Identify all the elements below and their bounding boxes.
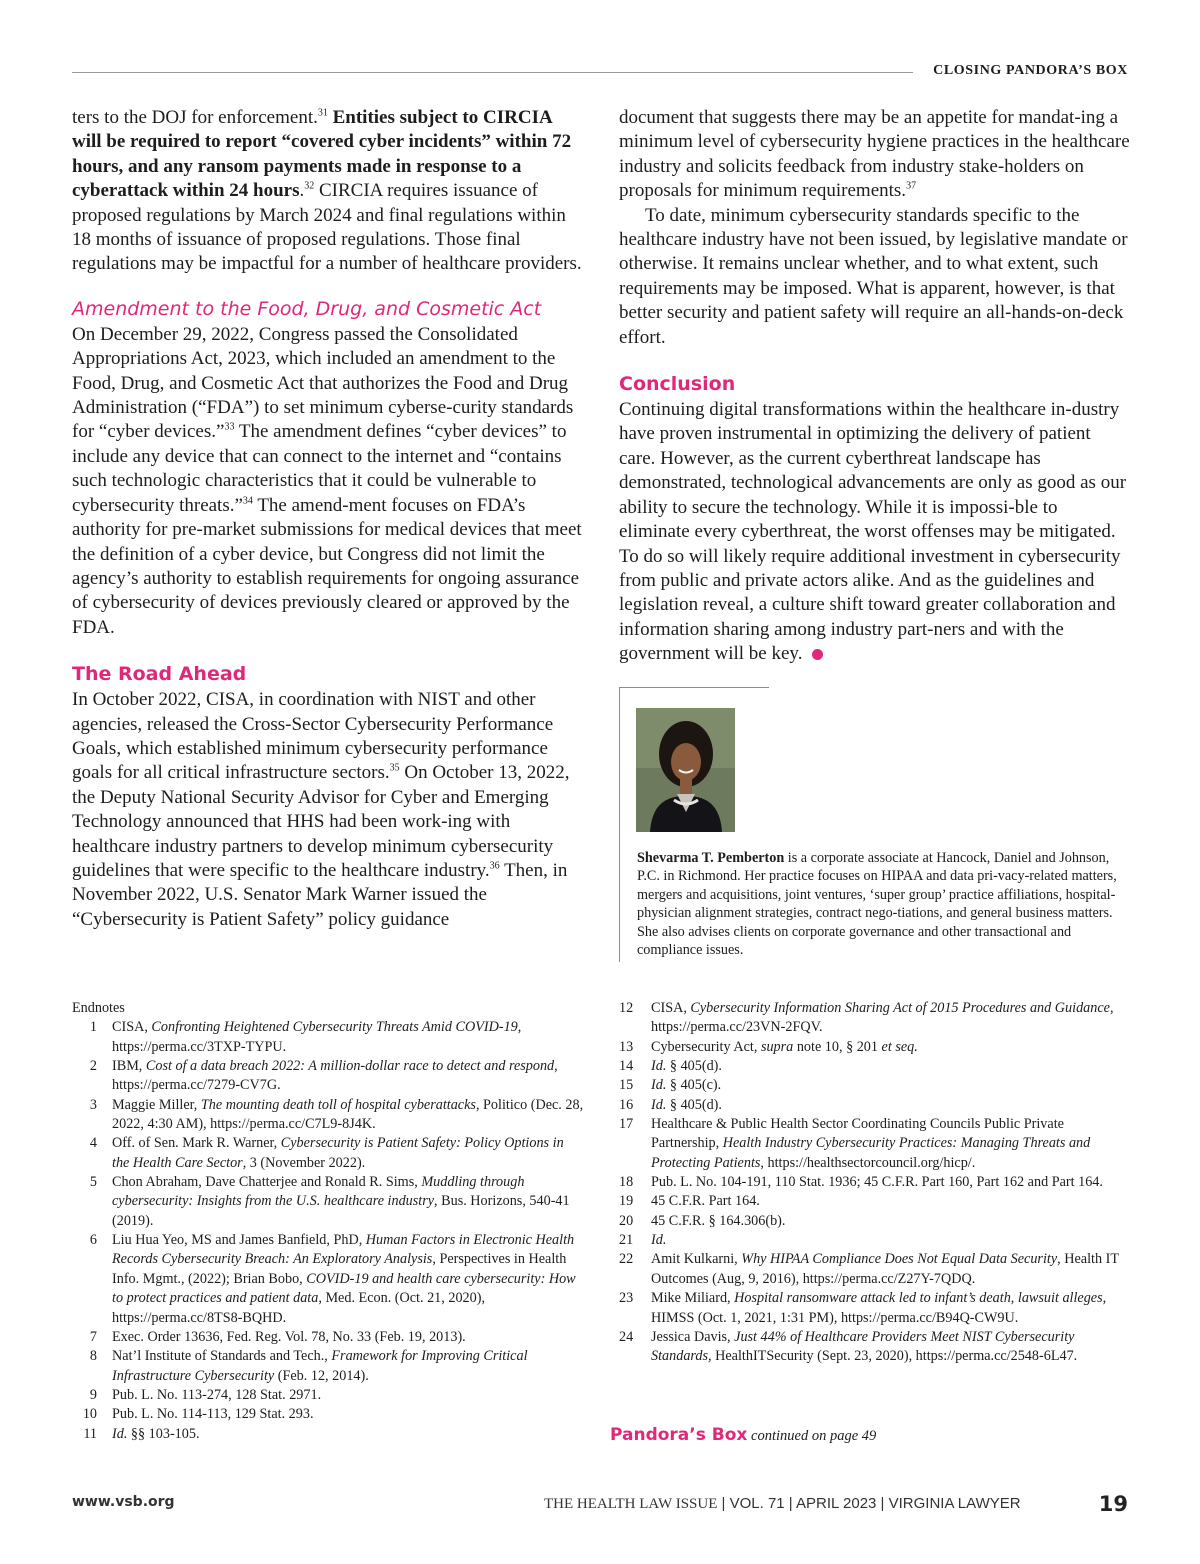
continued-notice[interactable] xyxy=(610,1425,876,1445)
endnote-text: Amit Kulkarni, xyxy=(651,1251,742,1268)
endnote-text: note 10, § 201 xyxy=(793,1038,882,1055)
endnote-number: 12 xyxy=(619,1000,634,1016)
endnote-text: , https://healthsectorcouncil.org/hicp/. xyxy=(760,1154,976,1171)
endnote-number: 9 xyxy=(89,1386,97,1403)
endnote-number: 6 xyxy=(89,1232,97,1249)
endnote-text: , 3 (November 2022). xyxy=(242,1154,366,1171)
end-mark-icon xyxy=(812,649,823,660)
endnote-item xyxy=(619,1212,1131,1231)
endnote-item xyxy=(619,1038,1131,1057)
endnote-number: 3 xyxy=(89,1096,97,1113)
endnote-text: § 405(c). xyxy=(666,1077,722,1094)
endnote-item xyxy=(619,1289,1131,1328)
bio-box-rule xyxy=(620,687,769,688)
endnote-text: 45 C.F.R. § 164.306(b). xyxy=(651,1212,786,1229)
endnotes-list-right xyxy=(619,999,1131,1367)
endnote-text: , Health IT Outcomes (Aug, 9, 2016), https://perma.cc/Z27Y-7QDQ. xyxy=(651,1251,1119,1287)
endnote-title: Cost of a data breach 2022: A million-dollar race to detect and respond xyxy=(145,1058,555,1075)
endnote-title: Id. xyxy=(651,1077,667,1094)
right-column xyxy=(619,106,1131,667)
endnote-item xyxy=(72,1096,584,1135)
endnote-number: 2 xyxy=(89,1058,97,1075)
endnote-number: 7 xyxy=(89,1328,97,1345)
author-bio-box xyxy=(619,687,1125,962)
endnote-item xyxy=(619,1115,1131,1173)
heading-conclusion: Conclusion xyxy=(619,373,736,396)
endnote-text: Liu Hua Yeo, MS and James Banfield, PhD, xyxy=(112,1232,366,1249)
endnote-title: Cybersecurity is Patient Safety: Policy Options in the Health Care Sector xyxy=(112,1135,564,1171)
endnote-text: , https://perma.cc/3TXP-TYPU. xyxy=(112,1019,522,1055)
endnote-text: Off. of Sen. Mark R. Warner, xyxy=(112,1135,281,1152)
endnote-text: Healthcare & Public Health Sector Coordinating Councils Public Private Partnership, xyxy=(651,1116,1064,1152)
endnote-title: Human Factors in Electronic Health Records Cybersecurity Breach: An Exploratory Analysis xyxy=(112,1232,575,1268)
endnote-text: , Politico (Dec. 28, 2022, 4:30 AM), https://perma.cc/C7L9-8J4K. xyxy=(112,1096,584,1133)
heading-road-ahead: The Road Ahead xyxy=(72,663,247,686)
endnote-title: et seq. xyxy=(881,1038,918,1055)
endnote-item xyxy=(619,999,1131,1038)
endnotes-list-left xyxy=(72,1018,584,1444)
endnote-title: Confronting Heightened Cybersecurity Threats Amid COVID-19 xyxy=(151,1019,518,1036)
endnote-text: , HIMSS (Oct. 1, 2021, 1:31 PM), https://perma.cc/B94Q-CW9U. xyxy=(651,1290,1107,1326)
endnote-text: , Perspectives in Health Info. Mgmt., (2022); Brian Bobo, xyxy=(112,1251,567,1287)
endnote-text: HealthITSecurity (Sept. 23, 2020), https://perma.cc/2548-6L47. xyxy=(711,1348,1078,1365)
endnote-number: 11 xyxy=(83,1425,97,1442)
endnote-title: Health Industry Cybersecurity Practices: Managing Threats and Protecting Patients xyxy=(651,1135,1091,1171)
author-name: Shevarma T. Pemberton xyxy=(637,850,785,866)
endnote-text: Mike Miliard, xyxy=(651,1290,735,1307)
endnote-number: 1 xyxy=(89,1019,97,1036)
endnote-title: Muddling through cybersecurity: Insights from the U.S. healthcare industry xyxy=(112,1174,525,1210)
endnote-number: 4 xyxy=(89,1135,97,1152)
endnote-number: 24 xyxy=(619,1328,634,1345)
footnote-ref[interactable]: 35 xyxy=(389,763,400,775)
continued-brand: Pandora’s Box xyxy=(610,1425,748,1445)
endnote-number: 17 xyxy=(619,1116,634,1133)
paragraph-guidance: document that suggests there may be an appetite for mandat-ing a minimum level of cybersecurity hygiene practices in the healthcare industry and solicits feedback from industry stake-holders on proposals for minimum requirements.$^{37}$ xyxy=(619,107,1130,202)
endnote-number: 18 xyxy=(619,1174,634,1191)
endnote-number: 8 xyxy=(89,1348,97,1365)
portrait-illustration xyxy=(636,708,735,832)
endnote-text: § 405(d). xyxy=(666,1096,722,1113)
endnote-title: Why HIPAA Compliance Does Not Equal Data Security xyxy=(741,1251,1058,1268)
endnote-item xyxy=(72,1328,584,1347)
paragraph-amendment: On December 29, 2022, Congress passed the Consolidated Appropriations Act, 2023, which included an amendment to the Food, Drug, and Cosmetic Act that authorizes the Food and Drug Administration (“FDA”) to set minimum cyberse-curity standards for “cyber devices.”$^{33}$ The amendment defines “cyber devices” to include any device that can connect to the internet and “contains such technologic characteristics that it could be vulnerable to cybersecurity threats.”$^{34}$ The amend-ment focuses on FDA’s authority for pre-market submissions for medical devices that meet the definition of a cyber device, but Congress did not limit the agency’s authority to establish requirements for ongoing assurance of cybersecurity of devices previously cleared or approved by the FDA. xyxy=(72,323,582,638)
endnote-title: Id. xyxy=(112,1425,128,1442)
endnote-text: § 405(d). xyxy=(666,1058,722,1075)
endnote-item xyxy=(619,1173,1131,1192)
endnote-item xyxy=(72,1425,584,1444)
endnote-text: , https://perma.cc/23VN-2FQV. xyxy=(651,1000,1114,1036)
endnote-number: 22 xyxy=(619,1251,634,1268)
endnote-text: Pub. L. No. 114-113, 129 Stat. 293. xyxy=(112,1406,314,1423)
endnote-number: 5 xyxy=(89,1174,97,1191)
page-number: 19 xyxy=(1098,1492,1128,1516)
endnote-title: COVID-19 and health care cybersecurity: How to protect practices and patient data xyxy=(112,1270,576,1307)
footnote-ref[interactable]: 33 xyxy=(224,422,235,434)
endnote-item xyxy=(72,1173,584,1231)
paragraph-to-date: To date, minimum cybersecurity standards specific to the healthcare industry have not been issued, by legislative mandate or otherwise. It remains unclear whether, and to what extent, such requirements may be imposed. What is apparent, however, is that better security and patient safety will require an all-hands-on-deck effort. xyxy=(619,204,1128,348)
endnote-title: Framework for Improving Critical Infrastructure Cybersecurity xyxy=(112,1348,528,1384)
endnote-text: §§ 103-105. xyxy=(127,1425,200,1442)
endnote-title: The mounting death toll of hospital cyberattacks xyxy=(200,1096,476,1113)
endnote-item xyxy=(619,1057,1131,1076)
endnote-number: 19 xyxy=(619,1193,634,1210)
endnote-number: 21 xyxy=(619,1232,634,1249)
endnote-text: Cybersecurity Act, xyxy=(651,1038,761,1055)
endnotes-heading: Endnotes xyxy=(72,1000,125,1016)
endnote-text: Exec. Order 13636, Fed. Reg. Vol. 78, No. 33 (Feb. 19, 2013). xyxy=(112,1328,466,1345)
endnote-title: Hospital ransomware attack led to infant’s death, lawsuit alleges xyxy=(734,1290,1103,1307)
endnote-text: Pub. L. No. 104-191, 110 Stat. 1936; 45 C.F.R. Part 160, Part 162 and Part 164. xyxy=(651,1174,1103,1191)
endnote-item xyxy=(72,1134,584,1173)
endnote-number: 14 xyxy=(619,1058,634,1075)
endnote-item xyxy=(619,1096,1131,1115)
footnote-ref[interactable]: 34 xyxy=(242,495,253,507)
left-column xyxy=(72,106,584,932)
endnote-item xyxy=(72,1347,584,1386)
paragraph-conclusion: Continuing digital transformations within the healthcare in-dustry have proven instrumental in optimizing the delivery of patient care. However, as the current cyberthreat landscape has demonstrated, technological advancements are only as good as our ability to secure the technology. While it is impossi-ble to eliminate every cyberthreat, the worst offenses may be mitigated. To do so will likely require additional investment in cybersecurity from public and private actors alike. And as the guidelines and legislation reveal, a culture shift toward greater collaboration and information sharing among industry part-ners and with the government will be key. xyxy=(619,399,1127,665)
footer-url[interactable]: www.vsb.org xyxy=(72,1494,175,1510)
heading-amendment: Amendment to the Food, Drug, and Cosmetic Act xyxy=(72,297,542,320)
running-head-title: CLOSING PANDORA’S BOX xyxy=(933,63,1128,78)
endnote-title: Id. xyxy=(651,1232,667,1249)
endnote-text: CISA, xyxy=(651,1000,691,1016)
endnotes-left xyxy=(72,999,584,1444)
author-bio: Shevarma T. Pemberton is a corporate associate at Hancock, Daniel and Johnson, P.C. in Richmond. Her practice focuses on HIPAA and data pri-vacy-related matters, mergers and acquisitions, joint ventures, ‘super group’ practice affiliations, hospital-physician alignment strategies, contract nego-tiations, and general business matters. She also advises clients on corporate governance and other transactional and compliance issues. xyxy=(637,850,1117,959)
endnote-number: 23 xyxy=(619,1290,634,1307)
endnote-item xyxy=(619,1231,1131,1250)
endnote-text: Jessica Davis, xyxy=(651,1328,735,1345)
endnote-text: IBM, xyxy=(112,1058,146,1075)
endnote-item xyxy=(72,1018,584,1057)
footnote-ref[interactable]: 36 xyxy=(489,860,500,872)
endnote-text: CISA, xyxy=(112,1019,152,1036)
endnote-text: Pub. L. No. 113-274, 128 Stat. 2971. xyxy=(112,1386,322,1403)
endnote-number: 20 xyxy=(619,1212,634,1229)
footnote-ref[interactable]: 31 xyxy=(317,107,328,119)
endnotes-right xyxy=(619,999,1131,1367)
footnote-ref[interactable]: 37 xyxy=(906,180,917,192)
footer-issue: THE HEALTH LAW ISSUE | VOL. 71 | APRIL 2023 | VIRGINIA LAWYER xyxy=(544,1495,1021,1512)
endnote-number: 13 xyxy=(619,1038,634,1055)
endnote-text: Chon Abraham, Dave Chatterjee and Ronald R. Sims, xyxy=(112,1174,422,1191)
endnote-item xyxy=(72,1405,584,1424)
endnote-text: Maggie Miller, xyxy=(112,1096,201,1113)
paragraph-circia: ters to the DOJ for enforcement.$^{31}$ Entities subject to CIRCIA will be required to report “covered cyber incidents” within 72 hours, and any ransom payments made in response to a cyberattack within 24 hours.$^{32}$ CIRCIA requires issuance of proposed regulations by March 2024 and final regulations within 18 months of issuance of proposed regulations. Those final regulations may be impactful for a number of healthcare providers. xyxy=(72,107,582,275)
endnote-item xyxy=(72,1386,584,1405)
endnote-text: (Feb. 12, 2014). xyxy=(274,1367,369,1384)
header-rule xyxy=(72,72,913,73)
endnote-number: 16 xyxy=(619,1096,634,1113)
endnote-text: 45 C.F.R. Part 164. xyxy=(651,1193,760,1210)
bold-text: Entities subject to CIRCIA will be required to report “covered cyber incidents” within 72 hours, and any ransom payments made in response to a cyberattack within 24 hours xyxy=(72,107,572,202)
endnote-text: Nat’l Institute of Standards and Tech., xyxy=(112,1348,332,1365)
endnote-item xyxy=(72,1231,584,1328)
endnote-item xyxy=(619,1192,1131,1211)
page-footer xyxy=(72,1494,1128,1524)
endnote-number: 10 xyxy=(82,1406,97,1423)
endnote-text: , Med. Econ. (Oct. 21, 2020), https://perma.cc/8TS8-BQHD. xyxy=(112,1290,486,1326)
endnote-item xyxy=(72,1057,584,1096)
endnote-item xyxy=(619,1076,1131,1095)
footnote-ref[interactable]: 32 xyxy=(304,180,315,192)
endnote-item xyxy=(619,1250,1131,1289)
paragraph-road-ahead: In October 2022, CISA, in coordination with NIST and other agencies, released the Cross-Sector Cybersecurity Performance Goals, which established minimum cybersecurity performance goals for all critical infrastructure sectors.$^{35}$ On October 13, 2022, the Deputy National Security Advisor for Cyber and Emerging Technology announced that HHS had been work-ing with healthcare industry partners to develop minimum cybersecurity guidelines that were specific to the healthcare industry.$^{36}$ Then, in November 2022, U.S. Senator Mark Warner issued the “Cybersecurity is Patient Safety” policy guidance xyxy=(72,689,570,930)
endnote-text: , https://perma.cc/7279-CV7G. xyxy=(112,1058,558,1094)
endnote-title: Just 44% of Healthcare Providers Meet NIST Cybersecurity Standards, xyxy=(651,1328,1075,1365)
endnote-title: Id. xyxy=(651,1058,667,1075)
endnote-title: supra xyxy=(760,1038,794,1055)
endnote-text: , Bus. Horizons, 540-41 (2019). xyxy=(112,1193,570,1229)
endnote-title: Cybersecurity Information Sharing Act of 2015 Procedures and Guidance xyxy=(690,1000,1110,1016)
endnote-item xyxy=(619,1328,1131,1367)
endnote-title: Id. xyxy=(651,1096,667,1113)
author-portrait xyxy=(636,708,735,832)
running-head xyxy=(72,60,1128,84)
continued-text: continued on page 49 xyxy=(747,1428,877,1444)
endnote-number: 15 xyxy=(619,1077,634,1094)
